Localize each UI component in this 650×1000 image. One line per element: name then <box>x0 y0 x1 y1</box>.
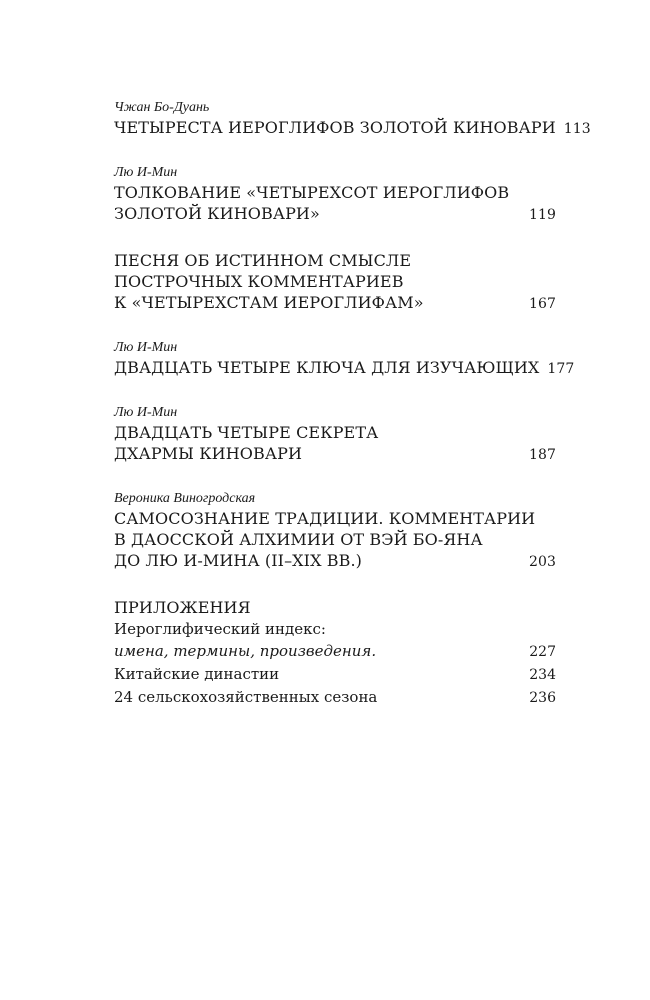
entry-title-line <box>114 508 556 529</box>
toc-entry <box>114 250 556 315</box>
entry-title: В ДАОССКОЙ АЛХИМИИ ОТ ВЭЙ БО-ЯНА <box>114 530 483 549</box>
entry-author: Лю И-Мин <box>114 165 178 180</box>
page-number: 236 <box>529 690 556 706</box>
entry-author: Вероника Виногродская <box>114 491 256 506</box>
appendix-item <box>114 663 556 686</box>
entry-title-line <box>114 357 575 380</box>
appendix-heading-line <box>114 597 556 618</box>
toc-entry <box>114 339 575 380</box>
entry-title: ДВАДЦАТЬ ЧЕТЫРЕ КЛЮЧА ДЛЯ ИЗУЧАЮЩИХ <box>114 358 540 377</box>
entry-title: ЗОЛОТОЙ КИНОВАРИ» <box>114 204 320 223</box>
entry-title-line <box>114 550 556 573</box>
page-number: 203 <box>528 554 556 570</box>
entry-title: ПОСТРОЧНЫХ КОММЕНТАРИЕВ <box>114 272 404 291</box>
page-number: 119 <box>528 207 556 223</box>
table-of-contents <box>114 99 591 733</box>
entry-title: ДО ЛЮ И-МИНА (II–XIX ВВ.) <box>114 551 363 570</box>
toc-entry <box>114 99 591 140</box>
entry-title: К «ЧЕТЫРЕХСТАМ ИЕРОГЛИФАМ» <box>114 293 424 312</box>
entry-title: ДХАРМЫ КИНОВАРИ <box>114 444 302 463</box>
appendix-item <box>114 640 556 663</box>
entry-author: Чжан Бо-Дуань <box>114 100 210 115</box>
toc-entry <box>114 404 556 466</box>
entry-title-line <box>114 250 556 271</box>
page-number: 167 <box>528 296 556 312</box>
appendix-item <box>114 686 556 709</box>
appendix-item-title: Иероглифический индекс: <box>114 620 326 638</box>
appendix-item <box>114 618 556 640</box>
page-number: 113 <box>563 121 591 137</box>
entry-author: Лю И-Мин <box>114 340 178 355</box>
entry-title-line <box>114 292 556 315</box>
entry-title-line <box>114 271 556 292</box>
appendix-section <box>114 597 556 709</box>
entry-title: САМОСОЗНАНИЕ ТРАДИЦИИ. КОММЕНТАРИИ <box>114 509 536 528</box>
toc-entry <box>114 164 556 226</box>
page-number: 227 <box>529 644 556 660</box>
entry-title: ДВАДЦАТЬ ЧЕТЫРЕ СЕКРЕТА <box>114 423 379 442</box>
entry-title-line <box>114 117 591 140</box>
entry-title-line <box>114 443 556 466</box>
page-number: 177 <box>547 361 575 377</box>
page-number: 234 <box>529 667 556 683</box>
entry-title: ПЕСНЯ ОБ ИСТИННОМ СМЫСЛЕ <box>114 251 412 270</box>
appendix-item-title: 24 сельскохозяйственных сезона <box>114 688 378 706</box>
entry-title: ЧЕТЫРЕСТА ИЕРОГЛИФОВ ЗОЛОТОЙ КИНОВАРИ <box>114 118 556 137</box>
entry-title-line <box>114 422 556 443</box>
appendix-heading: ПРИЛОЖЕНИЯ <box>114 598 251 617</box>
entry-title: ТОЛКОВАНИЕ «ЧЕТЫРЕХСОТ ИЕРОГЛИФОВ <box>114 183 510 202</box>
toc-entry <box>114 490 556 573</box>
page-number: 187 <box>528 447 556 463</box>
appendix-item-title: Китайские династии <box>114 665 280 683</box>
entry-title-line <box>114 182 556 203</box>
entry-author: Лю И-Мин <box>114 405 178 420</box>
entry-title-line <box>114 203 556 226</box>
appendix-item-subtitle: имена, термины, произведения. <box>114 642 377 660</box>
entry-title-line <box>114 529 556 550</box>
